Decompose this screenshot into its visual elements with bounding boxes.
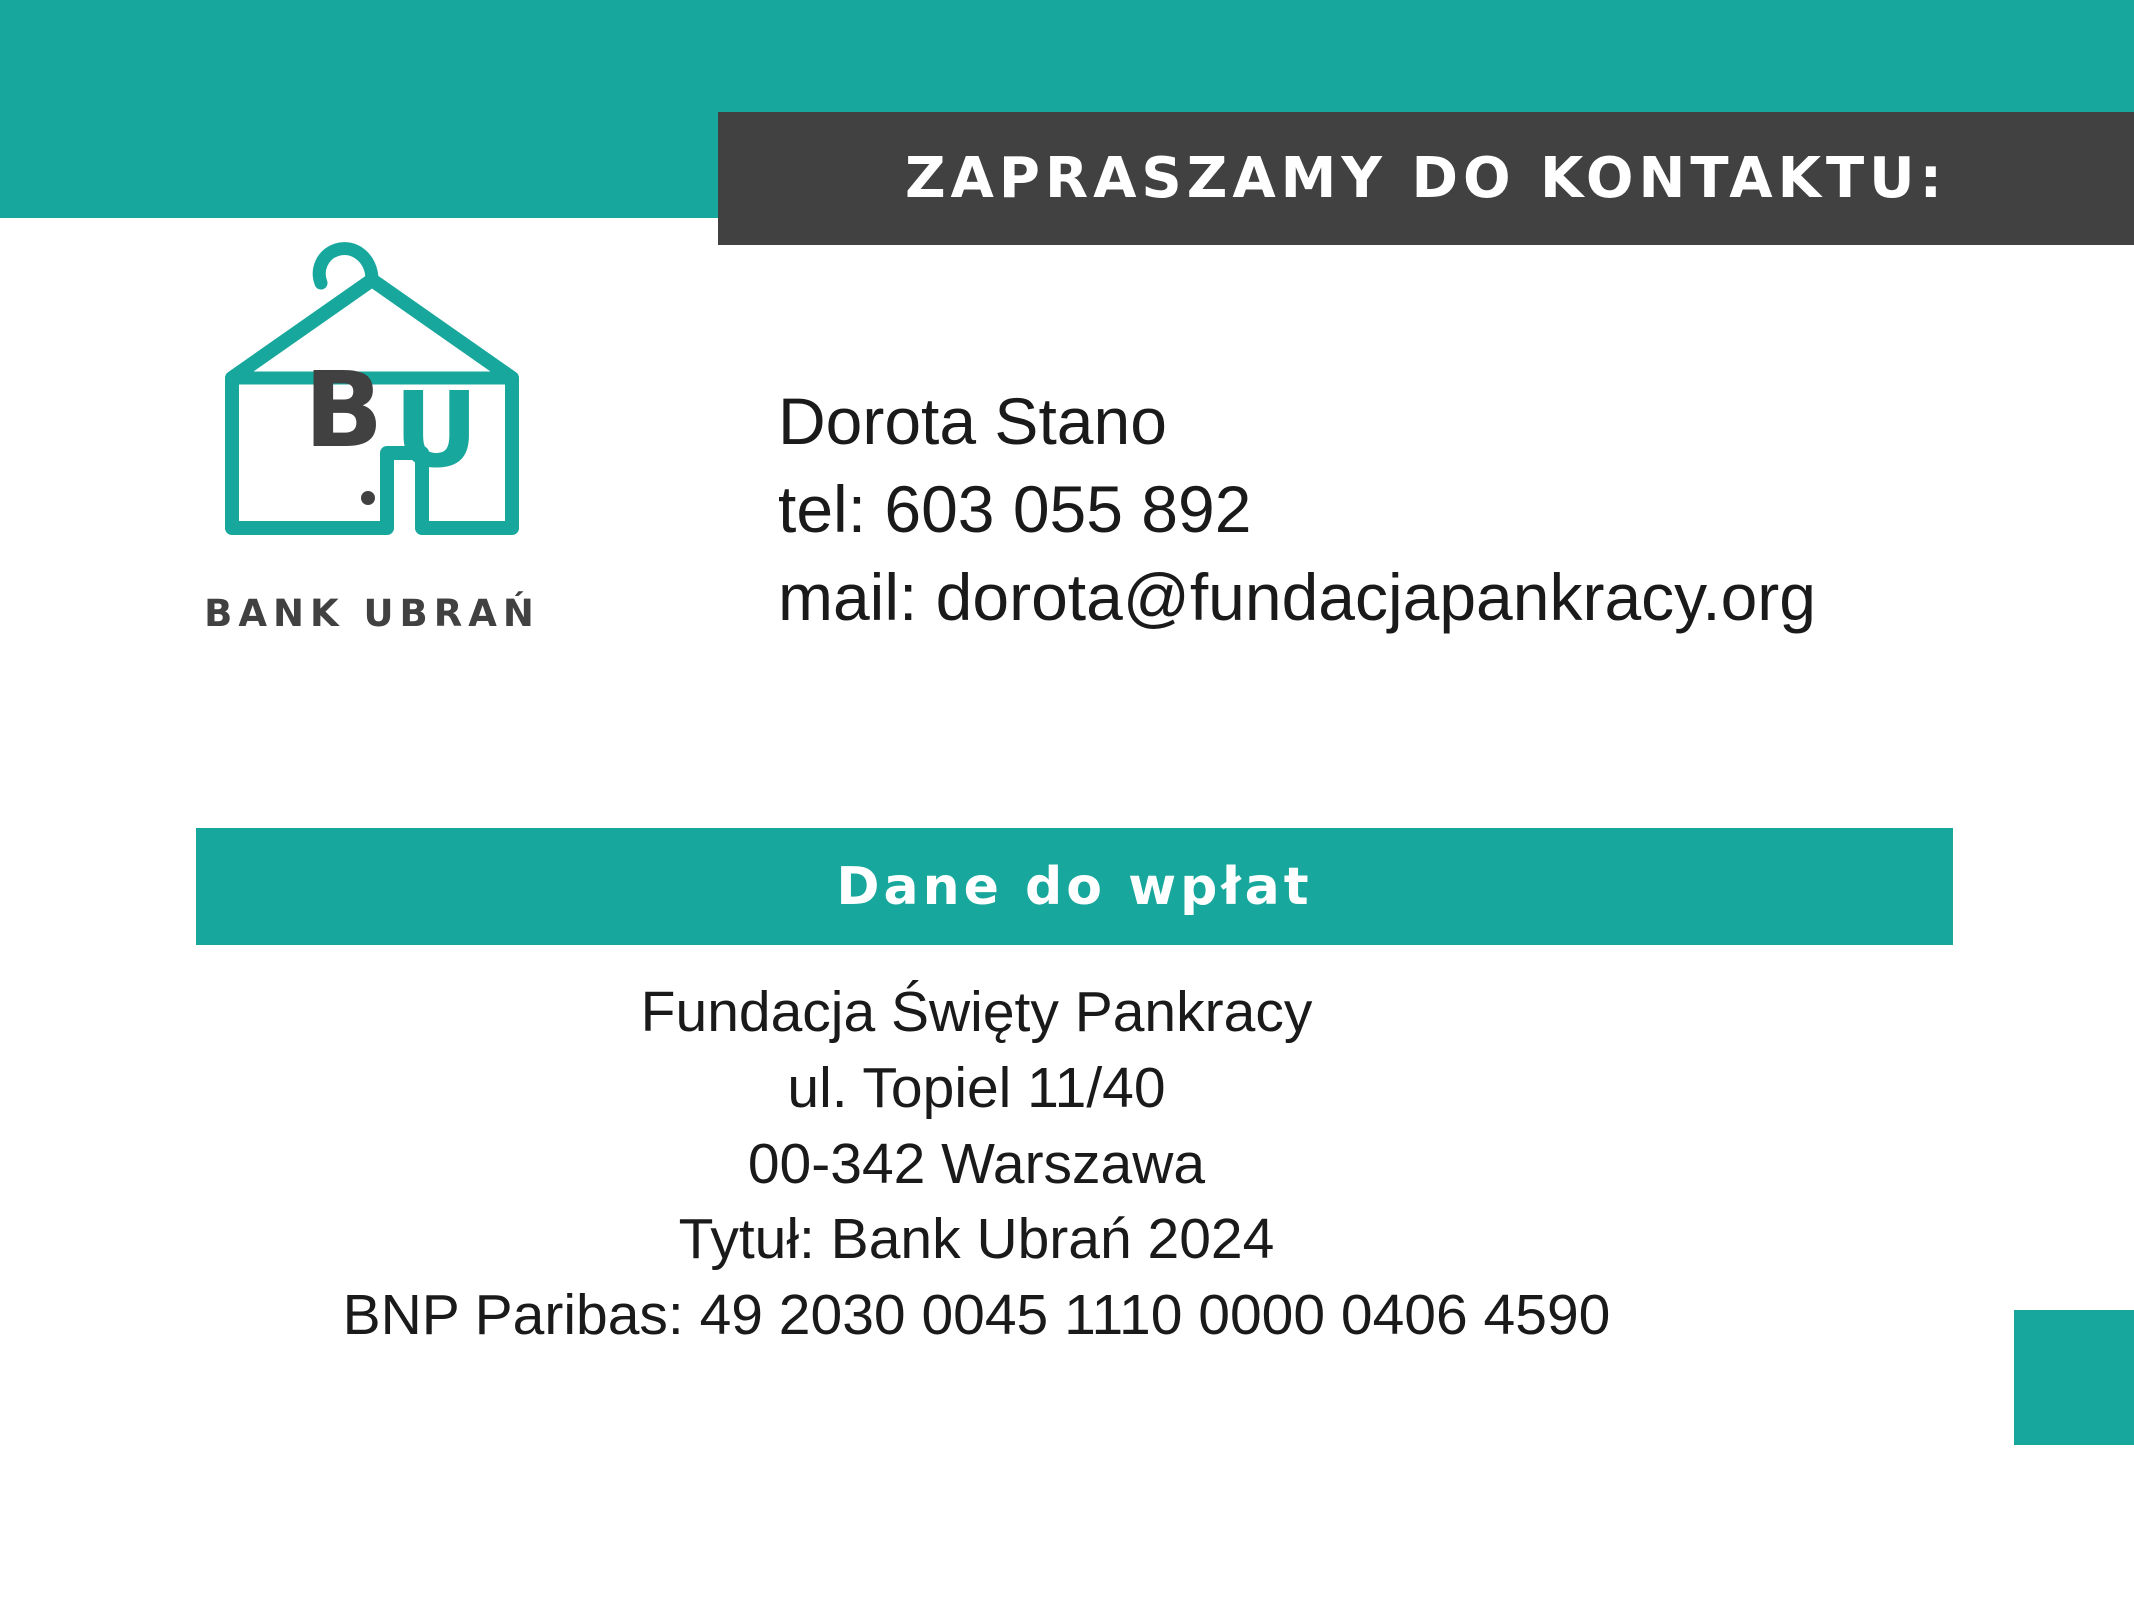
contact-header-title: ZAPRASZAMY DO KONTAKTU: xyxy=(904,146,1948,211)
payment-street: ul. Topiel 11/40 xyxy=(787,1055,1166,1120)
payment-section-bar xyxy=(196,828,1953,945)
payment-details xyxy=(0,975,1953,1354)
contact-details xyxy=(778,378,2118,641)
contact-phone: tel: 603 055 892 xyxy=(778,471,1252,546)
payment-account-number: BNP Paribas: 49 2030 0045 1110 0000 0406 4590 xyxy=(342,1283,1611,1348)
brand-logo xyxy=(172,228,572,658)
svg-text:B: B xyxy=(304,349,384,471)
payment-organisation: Fundacja Święty Pankracy xyxy=(640,980,1313,1044)
bottom-right-accent xyxy=(2014,1310,2134,1445)
clothes-hanger-house-icon xyxy=(172,228,572,568)
svg-text:U: U xyxy=(394,369,479,491)
contact-email: mail: dorota@fundacjapankracy.org xyxy=(778,559,1816,634)
payment-transfer-title: Tytuł: Bank Ubrań 2024 xyxy=(678,1207,1275,1272)
contact-name: Dorota Stano xyxy=(778,384,1167,458)
brand-logo-caption: BANK UBRAŃ xyxy=(204,592,540,635)
payment-section-title: Dane do wpłat xyxy=(836,856,1313,917)
payment-city: 00-342 Warszawa xyxy=(747,1131,1206,1196)
contact-header-bar xyxy=(718,112,2134,245)
